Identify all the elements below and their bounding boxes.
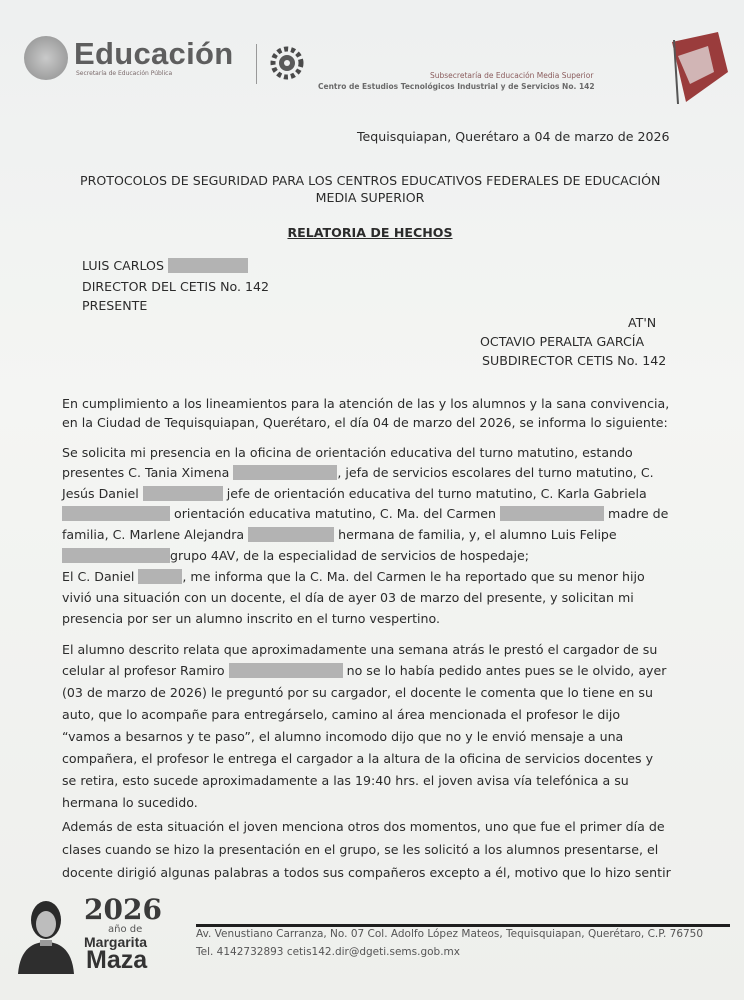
redaction-bar xyxy=(248,527,334,542)
p1-line-2: presentes C. Tania Ximena , jefa de servicios escolares del turno matutino, C. xyxy=(62,465,654,480)
attn-name: OCTAVIO PERALTA GARCÍA xyxy=(480,334,645,349)
intro-line-1: En cumplimiento a los lineamientos para la atención de las y los alumnos y la sana convivencia, xyxy=(62,396,670,411)
attn-label: AT'N xyxy=(628,315,657,330)
footer-year: 2026 xyxy=(84,893,162,926)
p1-line-1: Se solicita mi presencia en la oficina de orientación educativa del turno matutino, estando xyxy=(62,445,633,460)
protocol-title-line-1: PROTOCOLOS DE SEGURIDAD PARA LOS CENTROS EDUCATIVOS FEDERALES DE EDUCACIÓN xyxy=(80,173,661,188)
intro-line-2: en la Ciudad de Tequisquiapan, Querétaro, el día 04 de marzo del 2026, se informa lo siguiente: xyxy=(62,415,668,430)
redaction-bar xyxy=(233,465,337,480)
header-divider xyxy=(256,44,257,84)
p2-line-7: se retira, esto sucede aproximadamente a las 19:40 hrs. el joven avisa vía telefónica a su xyxy=(62,773,629,788)
p3-line-2: clases cuando se hizo la presentación en el grupo, se les solicitó a los alumnos presentarse, el xyxy=(62,842,659,857)
educacion-logo-subtitle: Secretaría de Educación Pública xyxy=(76,70,173,77)
footer-rule xyxy=(196,924,730,927)
relatoria-title: RELATORIA DE HECHOS xyxy=(287,225,453,240)
educacion-logo-text: Educación xyxy=(74,36,234,71)
addressee-name: LUIS CARLOS xyxy=(82,258,248,273)
footer-maza: Maza xyxy=(86,946,148,974)
redaction-bar xyxy=(229,663,343,678)
p2-line-4: auto, que lo acompañe para entregárselo, camino al área mencionada el profesor le dijo xyxy=(62,707,621,722)
redaction-bar xyxy=(500,506,604,521)
attn-position: SUBDIRECTOR CETIS No. 142 xyxy=(482,353,667,368)
margarita-maza-portrait-icon xyxy=(12,888,80,974)
p1-line-9: presencia por ser un alumno inscrito en el turno vespertino. xyxy=(62,611,440,626)
footer-contact: Tel. 4142732893 cetis142.dir@dgeti.sems.gob.mx xyxy=(196,946,461,958)
centro-label: Centro de Estudios Tecnológicos Industrial y de Servicios No. 142 xyxy=(318,82,595,91)
dgeti-gear-icon xyxy=(270,46,304,80)
redaction-bar xyxy=(62,548,170,563)
date-line: Tequisquiapan, Querétaro a 04 de marzo de 2026 xyxy=(357,129,670,144)
addressee-presente: PRESENTE xyxy=(82,298,148,313)
footer-ano-de: año de xyxy=(108,924,143,935)
p3-line-1: Además de esta situación el joven menciona otros dos momentos, uno que fue el primer día de xyxy=(62,819,665,834)
p1-line-7: El C. Daniel , me informa que la C. Ma. del Carmen le ha reportado que su menor hijo xyxy=(62,569,645,584)
footer-margarita: Margarita xyxy=(84,934,148,950)
addressee-position: DIRECTOR DEL CETIS No. 142 xyxy=(82,279,270,294)
p1-line-8: vivió una situación con un docente, el día de ayer 03 de marzo del presente, y solicitan mi xyxy=(62,590,634,605)
protocol-title-line-2: MEDIA SUPERIOR xyxy=(315,190,425,205)
footer-address: Av. Venustiano Carranza, No. 07 Col. Adolfo López Mateos, Tequisquiapan, Querétaro, C.P. 76750 xyxy=(196,928,704,940)
subsecretaria-label: Subsecretaría de Educación Media Superior xyxy=(430,71,594,80)
redaction-bar xyxy=(143,486,223,501)
p2-line-3: (03 de marzo de 2026) le preguntó por su cargador, el docente le comenta que lo tiene en su xyxy=(62,685,653,700)
p2-line-8: hermana lo sucedido. xyxy=(62,795,198,810)
sep-seal-icon xyxy=(24,36,68,80)
p1-line-6: grupo 4AV, de la especialidad de servicios de hospedaje; xyxy=(62,548,529,563)
p1-line-5: familia, C. Marlene Alejandra hermana de familia, y, el alumno Luis Felipe xyxy=(62,527,617,542)
p2-line-5: “vamos a besarnos y te paso”, el alumno incomodo dijo que no y le envió mensaje a una xyxy=(62,729,624,744)
p2-line-1: El alumno descrito relata que aproximadamente una semana atrás le prestó el cargador de su xyxy=(62,642,658,657)
p1-line-4: orientación educativa matutino, C. Ma. del Carmen madre de xyxy=(62,506,668,521)
redaction-bar xyxy=(168,258,248,273)
redaction-bar xyxy=(138,569,182,584)
p1-line-3: Jesús Daniel jefe de orientación educativa del turno matutino, C. Karla Gabriela xyxy=(62,486,647,501)
mexican-flag-icon xyxy=(668,32,730,104)
p2-line-6: compañera, el profesor le entrega el cargador a la altura de la oficina de servicios docentes y xyxy=(62,751,654,766)
redaction-bar xyxy=(62,506,170,521)
p3-line-3: docente dirigió algunas palabras a todos sus compañeros excepto a él, motivo que lo hizo sentir xyxy=(62,865,671,880)
p2-line-2: celular al profesor Ramiro no se lo había pedido antes pues se le olvido, ayer xyxy=(62,663,667,678)
